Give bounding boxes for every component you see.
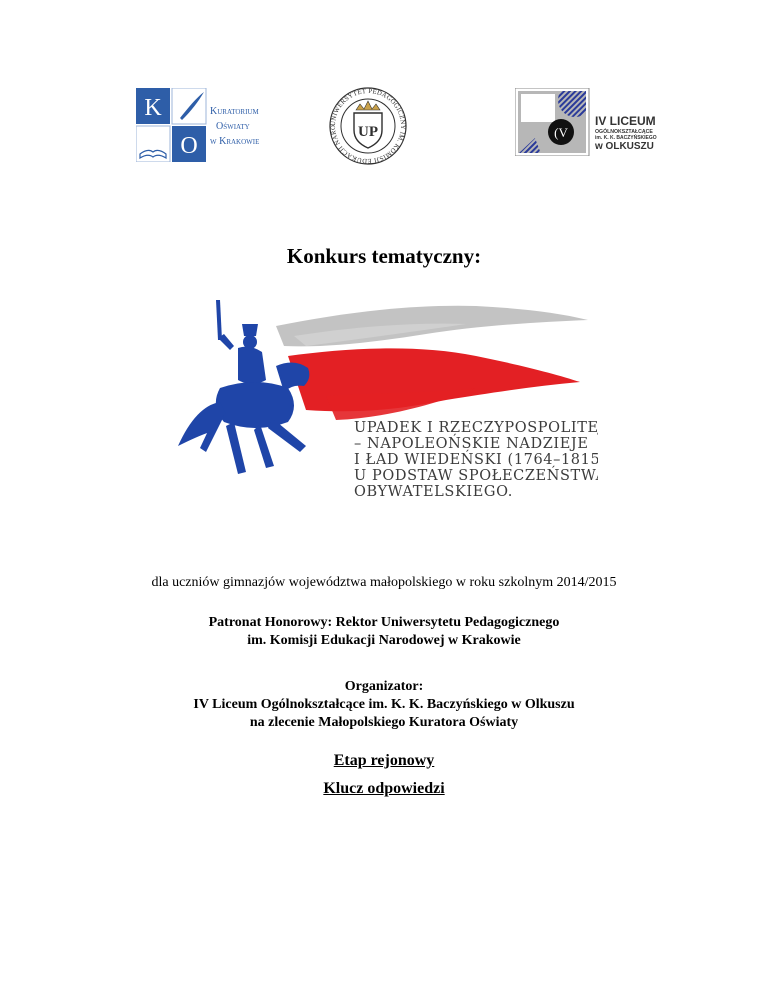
up-ring-text: UNIWERSYTET PEDAGOGICZNY IM. KOMISJI EDUKACJI NARO (329, 87, 407, 165)
liceum-line-4: w OLKUSZU (595, 141, 654, 152)
kuratorium-letter-k: K (144, 95, 162, 121)
kuratorium-text-2: Oświaty (216, 121, 250, 132)
liceum-mark: (V (554, 125, 568, 140)
emblem-graphic (176, 296, 598, 496)
patronage (0, 614, 768, 650)
audience-text: dla uczniów gimnazjów województwa małopolskiego w roku szkolnym 2014/2015 (151, 575, 617, 590)
competition-emblem (176, 296, 598, 496)
emblem-line-5: OBYWATELSKIEGO. (354, 484, 513, 496)
stage-heading: Etap rejonowy (333, 752, 435, 769)
emblem-line-3: I ŁAD WIEDEŃSKI (1764–1815). (354, 452, 598, 468)
kuratorium-text-1: Kuratorium (210, 106, 259, 117)
emblem-line-1: UPADEK I RZECZYPOSPOLITEJ (354, 420, 598, 436)
organizer (0, 678, 768, 732)
up-monogram: UP (358, 124, 378, 140)
crown-icon (356, 101, 380, 110)
patronage-line-2: im. Komisji Edukacji Narodowej w Krakowie (247, 633, 521, 648)
kuratorium-text-3: w Krakowie (210, 136, 260, 147)
liceum-line-2: OGÓLNOKSZTAŁCĄCE (595, 129, 653, 135)
emblem-line-4: U PODSTAW SPOŁECZEŃSTWA (354, 468, 598, 484)
kuratorium-letter-o: O (180, 133, 198, 159)
liceum-line-1: IV LICEUM (595, 114, 656, 128)
organizer-label: Organizator: (344, 679, 424, 694)
organizer-line-1: IV Liceum Ogólnokształcące im. K. K. Baczyńskiego w Olkuszu (193, 697, 575, 712)
liceum-logo (515, 88, 671, 156)
liceum-line-3: im. K. K. BACZYŃSKIEGO (595, 135, 657, 141)
organizer-line-2: na zlecenie Małopolskiego Kuratora Oświaty (249, 715, 519, 730)
liceum-logo-graphic (515, 88, 671, 156)
up-seal (318, 86, 418, 166)
kuratorium-logo-graphic (136, 88, 282, 162)
patronage-line-1: Patronat Honorowy: Rektor Uniwersytetu Pedagogicznego (208, 615, 560, 630)
kuratorium-logo (136, 88, 282, 162)
answer-key-heading: Klucz odpowiedzi (323, 780, 445, 797)
page-title: Konkurs tematyczny: (286, 244, 482, 268)
up-seal-graphic (318, 86, 418, 166)
emblem-line-2: – NAPOLEOŃSKIE NADZIEJE (354, 436, 589, 452)
